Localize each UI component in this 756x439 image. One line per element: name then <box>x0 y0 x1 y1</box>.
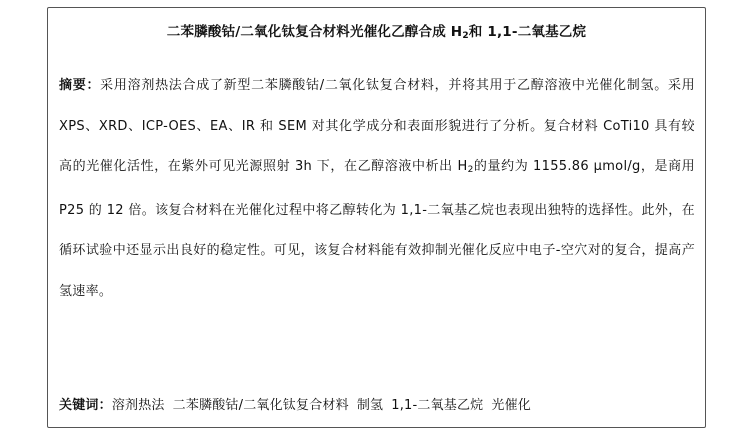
keyword-item: 制氢 <box>356 398 384 413</box>
title-suffix: 和 1,1-二氧基乙烷 <box>468 24 587 40</box>
keywords-label: 关键词： <box>59 398 112 413</box>
abstract-box <box>47 7 706 428</box>
abstract-text-part2: 的量约为 1155.86 μmol/g，是商用 P25 的 12 倍。该复合材料在光催化过程中将乙醇转化为 1,1-二氧基乙烷也表现出独特的选择性。此外，在循环试验中还显示出良好的稳定性。可见，该复合材料能有效抑制光催化反应中电子-空穴对的复合，提高产氢速率。 <box>59 159 695 299</box>
abstract-text-part1: 采用溶剂热法合成了新型二苯膦酸钴/二氧化钛复合材料，并将其用于乙醇溶液中光催化制氢。采用 XPS、XRD、ICP-OES、EA、IR 和 SEM 对其化学成分和表面形貌进行了分析。复合材料 CoTi10 具有较高的光催化活性，在紫外可见光源照射 3h 下，在乙醇溶液中析出 H <box>59 78 695 174</box>
abstract-subscript: 2 <box>467 165 474 175</box>
keyword-item: 1,1-二氧基乙烷 <box>391 398 484 413</box>
title-subscript: 2 <box>462 31 469 41</box>
paper-title <box>48 20 705 41</box>
keyword-item: 光催化 <box>491 398 531 413</box>
keywords-line <box>59 396 697 416</box>
title-prefix: 二苯膦酸钴/二氧化钛复合材料光催化乙醇合成 H <box>166 24 463 40</box>
keyword-item: 二苯膦酸钴/二氧化钛复合材料 <box>172 398 349 413</box>
keyword-item: 溶剂热法 <box>111 398 165 413</box>
abstract-paragraph <box>59 66 695 312</box>
abstract-label: 摘要： <box>59 78 101 93</box>
